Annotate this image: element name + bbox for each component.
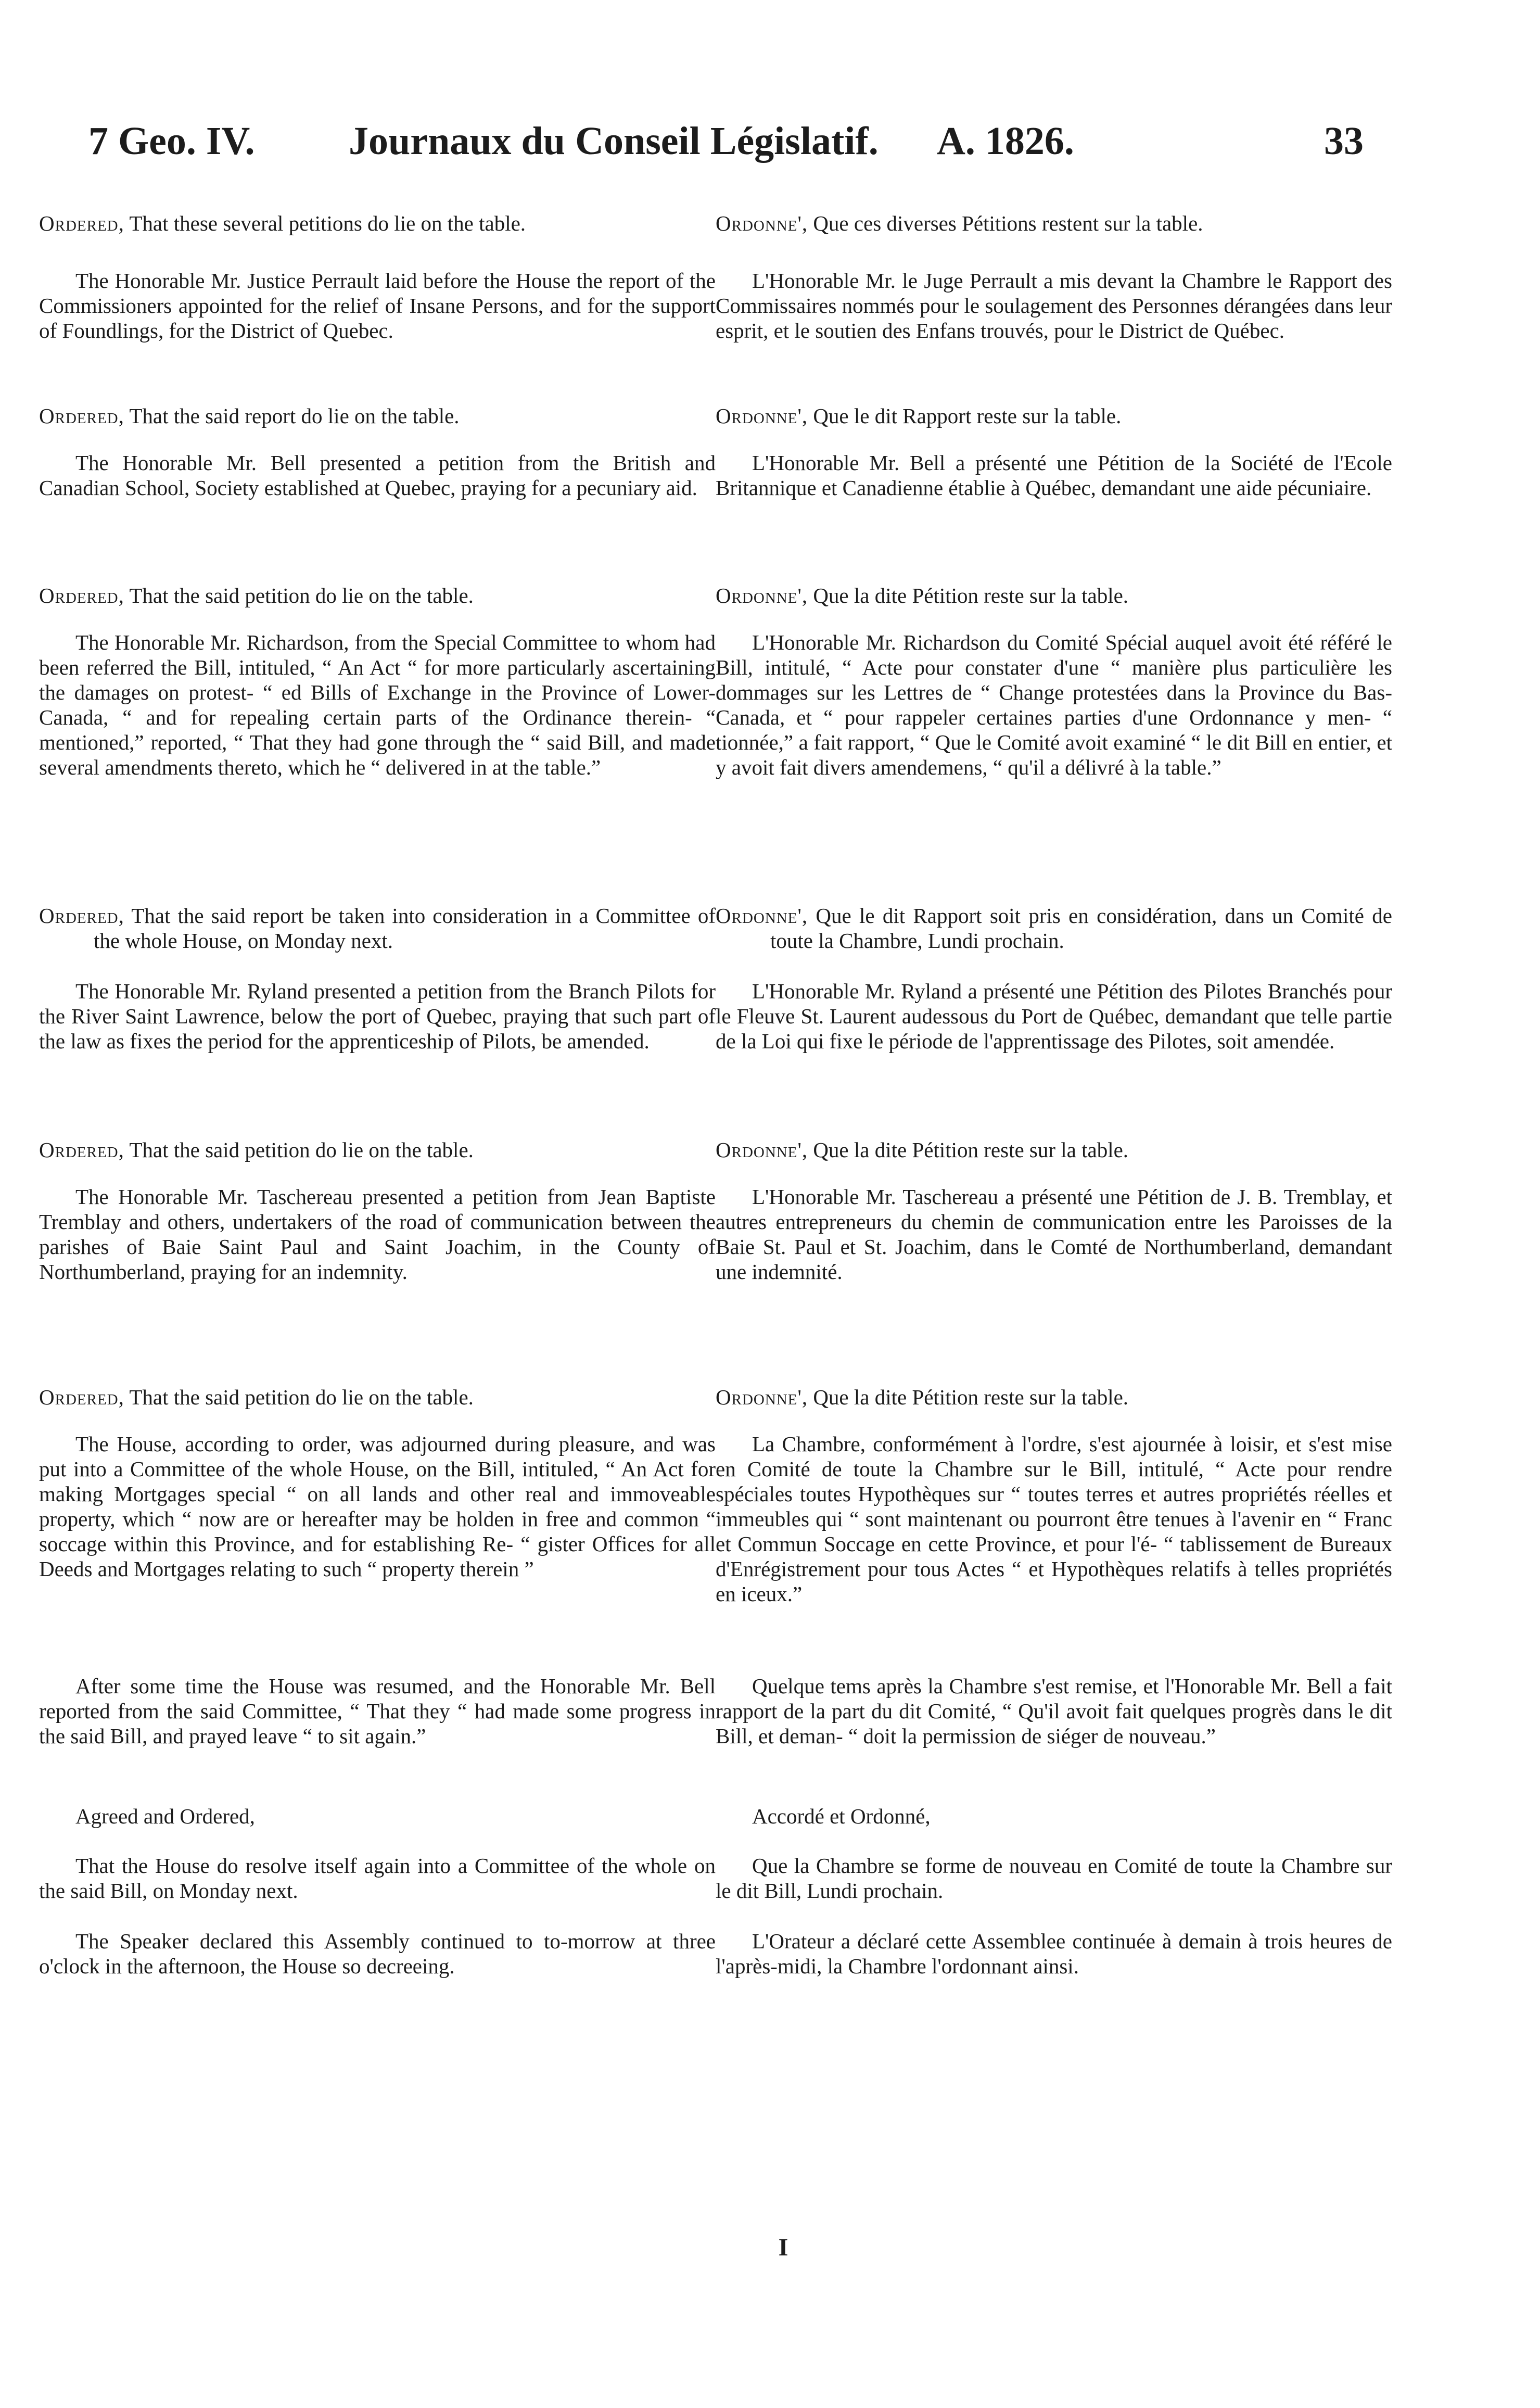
order-lead: Ordonne', [716, 1385, 808, 1409]
order-lead: Ordered, [39, 904, 124, 928]
order-entry [39, 903, 716, 953]
order-lead: Ordonne', [716, 1138, 808, 1162]
paragraph: L'Honorable Mr. Richardson du Comité Spécial auquel avoit été référé le Bill, intitulé, “ Acte pour constater d'une “ manière plus particulière les dommages sur les Lettres de “ Change protestées dans la Province du Bas-Canada, et “ pour rappeler certaines parties d'une Ordonnance y men- “ tionnée,” a fait rapport, “ Que le Comité avoit examiné “ le dit Bill en entier, et y avoit fait divers amendemens, “ qu'il a délivré à la table.” [716, 630, 1392, 779]
order-text: Que ces diverses Pétitions restent sur la table. [813, 211, 1203, 235]
order-entry [39, 403, 716, 428]
order-entry [39, 583, 716, 608]
order-lead: Ordered, [39, 1138, 124, 1162]
order-text: That these several petitions do lie on the table. [129, 211, 526, 235]
paragraph: L'Honorable Mr. le Juge Perrault a mis devant la Chambre le Rapport des Commissaires nommés pour le soulagement des Personnes dérangées dans leur esprit, et le soutien des Enfans trouvés, pour le District de Québec. [716, 269, 1392, 343]
signature-mark: I [778, 2234, 788, 2261]
paragraph: The Honorable Mr. Taschereau presented a petition from Jean Baptiste Tremblay and others, undertakers of the road of communication between the parishes of Baie Saint Paul and Saint Joachim, in the County of Northumberland, praying for an indemnity. [39, 1185, 716, 1284]
paragraph: L'Honorable Mr. Ryland a présenté une Pétition des Pilotes Branchés pour le Fleuve St. Laurent audessous du Port de Québec, demandant que telle partie de la Loi qui fixe le période de l'apprentissage des Pilotes, soit amendée. [716, 979, 1392, 1053]
paragraph: The Honorable Mr. Bell presented a petition from the British and Canadian School, Society established at Quebec, praying for a pecuniary aid. [39, 451, 716, 500]
paragraph: The Honorable Mr. Ryland presented a petition from the Branch Pilots for the River Saint Lawrence, below the port of Quebec, praying that such part of the law as fixes the period for the apprenticeship of Pilots, be amended. [39, 979, 716, 1053]
order-text: Que la dite Pétition reste sur la table. [813, 1385, 1129, 1409]
paragraph: Agreed and Ordered, [75, 1804, 255, 1828]
header-reign: 7 Geo. IV. [88, 119, 255, 163]
order-entry [716, 403, 1392, 428]
order-lead: Ordered, [39, 1385, 124, 1409]
paragraph: The Honorable Mr. Justice Perrault laid before the House the report of the Commissioners appointed for the relief of Insane Persons, and for the support of Foundlings, for the District of Quebec. [39, 269, 716, 343]
paragraph: The Honorable Mr. Richardson, from the Special Committee to whom had been referred the Bill, intituled, “ An Act “ for more particularly ascertaining the damages on protest- “ ed Bills of Exchange in the Province of Lower-Canada, “ and for repealing certain parts of the Ordinance therein- “ mentioned,” reported, “ That they had gone through the “ said Bill, and made several amendments thereto, which he “ delivered in at the table.” [39, 630, 716, 779]
order-text: Que la dite Pétition reste sur la table. [813, 1138, 1129, 1162]
header-year: A. 1826. [937, 119, 1074, 163]
order-lead: Ordonne', [716, 404, 808, 428]
order-entry [716, 1137, 1392, 1162]
order-text: Que le dit Rapport reste sur la table. [813, 404, 1122, 428]
paragraph: La Chambre, conformément à l'ordre, s'est ajournée à loisir, et s'est mise en Comité de toute la Chambre sur le Bill, intitulé, “ Acte pour rendre spéciales toutes Hypothèques sur “ toutes terres et autres propriétés réelles et immeubles qui “ sont maintenant ou pourront être tenues à l'avenir en “ Franc et Commun Soccage en cette Province, et pour l'é- “ tablissement de Bureaux d'Enrégistrement pour tous Actes “ et Hypothèques relatifs à telles propriétés en iceux.” [716, 1432, 1392, 1606]
paragraph: The Speaker declared this Assembly continued to to-morrow at three o'clock in the afternoon, the House so decreeing. [39, 1929, 716, 1978]
paragraph: L'Honorable Mr. Taschereau a présenté une Pétition de J. B. Tremblay, et autres entrepreneurs du chemin de communication entre les Paroisses de la Baie St. Paul et St. Joachim, dans le Comté de Northumberland, demandant une indemnité. [716, 1185, 1392, 1284]
order-lead: Ordered, [39, 211, 124, 235]
order-entry [39, 211, 716, 236]
paragraph: Accordé et Ordonné, [752, 1804, 931, 1828]
order-text: That the said petition do lie on the table. [129, 584, 474, 607]
order-lead: Ordonne', [716, 584, 808, 607]
order-text: Que le dit Rapport soit pris en considération, dans un Comité de toute la Chambre, Lundi prochain. [770, 904, 1392, 953]
order-lead: Ordered, [39, 584, 124, 607]
paragraph: Quelque tems après la Chambre s'est remise, et l'Honorable Mr. Bell a fait rapport de la part du dit Comité, “ Qu'il avoit fait quelques progrès dans le dit Bill, et deman- “ doit la permission de siéger de nouveau.” [716, 1674, 1392, 1748]
order-text: That the said report be taken into consideration in a Committee of the whole House, on Monday next. [94, 904, 716, 953]
order-text: That the said petition do lie on the table. [129, 1138, 474, 1162]
order-entry [716, 583, 1392, 608]
order-entry [39, 1137, 716, 1162]
paragraph: After some time the House was resumed, and the Honorable Mr. Bell reported from the said Committee, “ That they “ had made some progress in the said Bill, and prayed leave “ to sit again.” [39, 1674, 716, 1748]
paragraph: That the House do resolve itself again into a Committee of the whole on the said Bill, on Monday next. [39, 1854, 716, 1903]
page-number: 33 [1324, 119, 1364, 163]
order-entry [716, 1385, 1392, 1410]
order-text: That the said report do lie on the table. [129, 404, 460, 428]
order-lead: Ordonne', [716, 211, 808, 235]
order-entry [716, 903, 1392, 953]
order-lead: Ordonne', [716, 904, 808, 928]
page-header [78, 119, 1364, 181]
order-entry [39, 1385, 716, 1410]
order-text: Que la dite Pétition reste sur la table. [813, 584, 1129, 607]
order-entry [716, 211, 1392, 236]
paragraph: The House, according to order, was adjourned during pleasure, and was put into a Committee of the whole House, on the Bill, intituled, “ An Act for making Mortgages special “ on all lands and other real and immoveable property, which “ now are or hereafter may be holden in free and common “ soccage within this Province, and for establishing Re- “ gister Offices for all Deeds and Mortgages relating to such “ property therein ” [39, 1432, 716, 1581]
order-lead: Ordered, [39, 404, 124, 428]
paragraph: L'Honorable Mr. Bell a présenté une Pétition de la Société de l'Ecole Britannique et Canadienne établie à Québec, demandant une aide pécuniaire. [716, 451, 1392, 500]
order-text: That the said petition do lie on the table. [129, 1385, 474, 1409]
paragraph: L'Orateur a déclaré cette Assemblee continuée à demain à trois heures de l'après-midi, la Chambre l'ordonnant ainsi. [716, 1929, 1392, 1978]
header-title: Journaux du Conseil Législatif. [349, 119, 879, 163]
paragraph: Que la Chambre se forme de nouveau en Comité de toute la Chambre sur le dit Bill, Lundi prochain. [716, 1854, 1392, 1903]
